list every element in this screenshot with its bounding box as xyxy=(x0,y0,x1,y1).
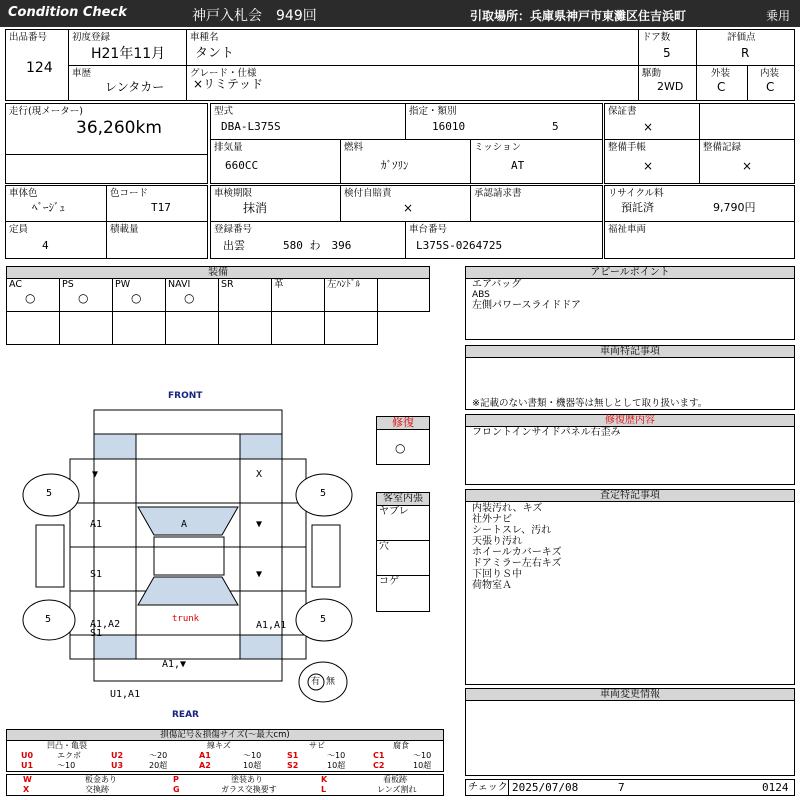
legend-code: U0 xyxy=(21,751,34,760)
history-label: 車歴 xyxy=(72,68,92,79)
equip-empty xyxy=(59,311,113,345)
equip-label: SR xyxy=(221,279,234,290)
equip-empty xyxy=(377,278,430,312)
equip-value: ○ xyxy=(184,291,195,305)
plate-cell xyxy=(210,221,406,259)
claim-label: 承認請求書 xyxy=(474,188,522,199)
legend-desc: 〜10 xyxy=(327,751,346,760)
plate-number: 580 わ 396 xyxy=(283,239,352,252)
legend-group: サビ xyxy=(309,741,325,750)
assessment-line: 内装汚れ、キズ xyxy=(472,503,543,514)
tire-rr: 5 xyxy=(320,614,327,625)
appeal-box xyxy=(465,278,795,340)
interior-lining-title: 客室内張 xyxy=(376,492,430,506)
assessment-title: 査定特記事項 xyxy=(465,489,795,502)
fuel: ｶﾞｿﾘﾝ xyxy=(381,159,409,172)
record-cell xyxy=(699,139,795,184)
change-title: 車両変更情報 xyxy=(465,688,795,701)
front-label: FRONT xyxy=(168,391,203,401)
assessment-line: シートスレ、汚れ xyxy=(472,525,552,536)
sheet-code: 0124 xyxy=(762,781,789,794)
legend-desc: 10超 xyxy=(327,761,346,770)
tire-rf: 5 xyxy=(320,488,327,499)
manual: × xyxy=(643,159,654,173)
appeal-title: アピールポイント xyxy=(465,266,795,279)
load-label: 積載量 xyxy=(110,224,139,235)
warranty-label: 保証書 xyxy=(608,106,637,117)
change-box xyxy=(465,700,795,776)
equip-empty xyxy=(218,311,272,345)
score-label: 評価点 xyxy=(727,32,756,43)
mark-l-door: S1 xyxy=(90,569,103,580)
transmission: AT xyxy=(511,159,525,172)
repair-content-title: 修復歴内容 xyxy=(465,414,795,427)
legend-desc: 10超 xyxy=(413,761,432,770)
legend-size-table xyxy=(6,740,444,772)
inspection-expiry: 抹消 xyxy=(243,201,268,215)
equipment-title: 装備 xyxy=(6,266,430,279)
interior-label: 内装 xyxy=(760,68,780,79)
claim-cell xyxy=(470,185,603,222)
equip-lhd xyxy=(324,278,378,312)
mileage-label: 走行(現メーター) xyxy=(9,106,83,117)
exterior-cell xyxy=(696,65,748,101)
repair-box xyxy=(376,429,430,465)
insurance-label: 検付自賠責 xyxy=(344,188,392,199)
assessment-line: 社外ナビ xyxy=(472,514,512,525)
warranty-extra-cell xyxy=(699,103,795,140)
mark-lf-top: ▼ xyxy=(92,469,99,480)
check-date: 2025/07/08 xyxy=(512,781,579,794)
mark-bumper: U1,A1 xyxy=(110,689,141,700)
first-registration: H21年11月 xyxy=(91,46,166,62)
equip-label: PW xyxy=(115,279,131,290)
chassis-cell xyxy=(405,221,603,259)
lot-number-cell xyxy=(5,29,69,101)
equip-leather xyxy=(271,278,325,312)
mark-lf-mid: A1 xyxy=(90,519,103,530)
equipment-grid xyxy=(6,278,430,346)
assessment-box xyxy=(465,501,795,685)
legend-code: A1 xyxy=(199,751,211,760)
grade: ×リミテッド xyxy=(193,77,264,91)
recycle-status: 預託済 xyxy=(621,201,654,214)
equip-sr xyxy=(218,278,272,312)
inspection-label: 車検期限 xyxy=(214,188,253,199)
body-color-label: 車体色 xyxy=(9,188,38,199)
welfare-label: 福祉車両 xyxy=(608,224,647,235)
divider xyxy=(508,779,509,796)
legend-code: C2 xyxy=(373,761,385,770)
legend-code: S1 xyxy=(287,751,299,760)
interior-burn xyxy=(376,575,430,612)
special-note: ※記載のない書類・機器等は無しとして取り扱います。 xyxy=(472,398,708,409)
equip-ac xyxy=(6,278,60,312)
drive-label: 駆動 xyxy=(642,68,662,79)
legend-code: L xyxy=(321,785,327,794)
exterior-score: C xyxy=(717,80,726,94)
fuel-label: 燃料 xyxy=(344,142,364,153)
legend-desc: 塗装あり xyxy=(231,775,263,784)
interior-cell xyxy=(747,65,795,101)
transmission-label: ミッション xyxy=(474,142,522,153)
load-cell xyxy=(106,221,208,259)
model-code-label: 型式 xyxy=(214,106,234,117)
model-name: タント xyxy=(195,46,235,61)
lot-number-label: 出品番号 xyxy=(9,32,48,43)
legend-group: 腐食 xyxy=(393,741,409,750)
capacity: 4 xyxy=(42,239,49,252)
classification-sub: 5 xyxy=(552,120,559,133)
repair-content: フロントインサイドパネル右歪み xyxy=(472,427,621,438)
plate-area: 出雲 xyxy=(223,239,245,252)
insurance-cell xyxy=(340,185,471,222)
equip-label: AC xyxy=(9,279,22,290)
mark-rf-mid: ▼ xyxy=(256,519,263,530)
record-label: 整備記録 xyxy=(703,142,742,153)
legend-title: 損傷記号＆損傷サイズ(〜最大cm) xyxy=(6,729,444,741)
warranty: × xyxy=(643,120,654,134)
equip-empty xyxy=(324,311,378,345)
legend-group: 凹凸・亀裂 xyxy=(47,741,87,750)
model-code: DBA-L375S xyxy=(221,120,281,133)
body-color: ﾍﾞｰｼﾞｭ xyxy=(32,201,65,214)
welfare-cell xyxy=(604,221,795,259)
repair-value: ○ xyxy=(395,441,406,455)
interior-score: C xyxy=(766,80,775,94)
displacement-cell xyxy=(210,139,341,184)
equip-value: ○ xyxy=(131,291,142,305)
interior-label: ヤブレ xyxy=(379,506,409,517)
legend-code: P xyxy=(173,775,179,784)
equip-value: ○ xyxy=(25,291,36,305)
legend-desc: 板金あり xyxy=(85,775,117,784)
mark-r-door: ▼ xyxy=(256,569,263,580)
body-color-cell xyxy=(5,185,107,222)
legend-desc: 20超 xyxy=(149,761,168,770)
score-cell xyxy=(696,29,795,66)
classification-number: 16010 xyxy=(432,120,466,133)
vehicle-category: 乗用 xyxy=(766,9,791,23)
grade-cell xyxy=(186,65,639,101)
legend-desc: 〜20 xyxy=(149,751,168,760)
classification-cell xyxy=(405,103,603,140)
first-registration-label: 初度登録 xyxy=(72,32,111,43)
doors-label: ドア数 xyxy=(642,32,671,43)
recycle-cell xyxy=(604,185,795,222)
equip-value: ○ xyxy=(78,291,89,305)
equip-label: 左ﾊﾝﾄﾞﾙ xyxy=(327,279,361,290)
assessment-line: 天張り汚れ xyxy=(472,536,522,547)
legend-desc: 〜10 xyxy=(57,761,76,770)
sheet-title: Condition Check xyxy=(8,5,127,20)
fuel-cell xyxy=(340,139,471,184)
equip-ps xyxy=(59,278,113,312)
mark-rf-top: X xyxy=(256,469,263,480)
drive-cell xyxy=(638,65,697,101)
capacity-label: 定員 xyxy=(9,224,29,235)
equip-navi xyxy=(165,278,219,312)
drive: 2WD xyxy=(657,80,684,93)
model-code-cell xyxy=(210,103,406,140)
legend-desc: レンズ割れ xyxy=(377,785,417,794)
repair-content-box xyxy=(465,426,795,485)
exterior-label: 外装 xyxy=(711,68,731,79)
recycle-label: リサイクル料 xyxy=(608,188,664,199)
legend-code: K xyxy=(321,775,328,784)
car-diagram xyxy=(0,385,370,725)
assessment-line: ドアミラー左右キズ xyxy=(472,558,562,569)
legend-code: A2 xyxy=(199,761,211,770)
color-code: T17 xyxy=(151,201,171,214)
chassis-label: 車台番号 xyxy=(409,224,448,235)
classification-label: 指定・類別 xyxy=(409,106,457,117)
legend-desc: 看板跡 xyxy=(383,775,407,784)
insurance: × xyxy=(403,201,414,215)
legend-desc: 〜10 xyxy=(243,751,262,760)
legend-desc: 10超 xyxy=(243,761,262,770)
plate-label: 登録番号 xyxy=(214,224,253,235)
chassis-number: L375S-0264725 xyxy=(416,239,503,252)
tire-lf: 5 xyxy=(46,488,53,499)
legend-code: U2 xyxy=(111,751,124,760)
color-code-label: 色コード xyxy=(110,188,149,199)
legend-code: C1 xyxy=(373,751,385,760)
legend-group: 線キズ xyxy=(207,741,231,750)
color-code-cell xyxy=(106,185,208,222)
transmission-cell xyxy=(470,139,603,184)
equip-empty xyxy=(165,311,219,345)
appeal-line: エアバッグ xyxy=(472,279,522,290)
doors-cell xyxy=(638,29,697,66)
mark-rr: A1,A1 xyxy=(256,620,287,631)
interior-hole xyxy=(376,540,430,576)
warranty-cell xyxy=(604,103,700,140)
manual-label: 整備手帳 xyxy=(608,142,647,153)
assessment-line: ホイールカバーキズ xyxy=(472,547,562,558)
record: × xyxy=(742,159,753,173)
repair-title: 修復 xyxy=(376,416,430,430)
equip-label: NAVI xyxy=(168,279,191,290)
manual-cell xyxy=(604,139,700,184)
mileage-extra-cell xyxy=(5,154,208,184)
mark-lr: A1,A2 S1 xyxy=(90,619,121,639)
mark-hood: A xyxy=(181,519,188,530)
mileage: 36,260km xyxy=(76,118,162,138)
spare-none: 無 xyxy=(326,677,336,687)
lot-number: 124 xyxy=(26,60,53,76)
equip-empty xyxy=(112,311,166,345)
inspector-no: 7 xyxy=(618,781,625,794)
model-name-label: 車種名 xyxy=(190,32,219,43)
spare-tire: 有 xyxy=(311,677,321,687)
legend-code: X xyxy=(23,785,30,794)
doors: 5 xyxy=(663,46,671,60)
legend-desc: エクボ xyxy=(57,751,81,760)
displacement: 660CC xyxy=(225,159,259,172)
auction-name: 神戸入札会 949回 xyxy=(192,8,317,24)
legend-mark-table xyxy=(6,774,444,796)
legend-code: W xyxy=(23,775,32,784)
assessment-line: 下回りＳ中 xyxy=(472,569,522,580)
history: レンタカー xyxy=(105,80,165,94)
score: R xyxy=(741,46,750,60)
equip-label: PS xyxy=(62,279,74,290)
check-label: チェック xyxy=(468,782,508,793)
tire-lr: 5 xyxy=(45,614,52,625)
equip-pw xyxy=(112,278,166,312)
equip-empty xyxy=(271,311,325,345)
rear-label: REAR xyxy=(172,710,199,720)
trunk-label: trunk xyxy=(172,614,200,624)
legend-desc: ガラス交換要す xyxy=(221,785,277,794)
model-name-cell xyxy=(186,29,639,66)
check-row xyxy=(465,779,795,796)
legend-code: G xyxy=(173,785,180,794)
mark-rear-center: A1,▼ xyxy=(162,659,187,670)
car-outline xyxy=(0,385,370,725)
legend-code: U3 xyxy=(111,761,124,770)
grade-label: グレード・仕様 xyxy=(190,68,257,79)
special-box xyxy=(465,357,795,410)
header-bar xyxy=(0,0,800,27)
recycle-fee: 9,790円 xyxy=(713,201,756,214)
special-title: 車両特記事項 xyxy=(465,345,795,358)
assessment-line: 荷物室Ａ xyxy=(472,580,512,591)
first-registration-cell xyxy=(68,29,187,66)
legend-code: S2 xyxy=(287,761,299,770)
pickup-location: 引取場所：兵庫県神戸市東灘区住吉浜町 xyxy=(470,9,687,23)
equip-label: 革 xyxy=(274,279,284,290)
legend-desc: 〜10 xyxy=(413,751,432,760)
legend-code: U1 xyxy=(21,761,34,770)
interior-tear xyxy=(376,505,430,541)
appeal-line: ABS xyxy=(472,290,490,300)
legend-desc: 交換跡 xyxy=(85,785,109,794)
history-cell xyxy=(68,65,187,101)
displacement-label: 排気量 xyxy=(214,142,243,153)
capacity-cell xyxy=(5,221,107,259)
inspection-cell xyxy=(210,185,341,222)
appeal-line: 左側パワースライドドア xyxy=(472,300,581,311)
mileage-cell xyxy=(5,103,208,155)
equip-empty xyxy=(6,311,60,345)
interior-label: 穴 xyxy=(379,541,389,552)
interior-label: コゲ xyxy=(379,576,399,587)
